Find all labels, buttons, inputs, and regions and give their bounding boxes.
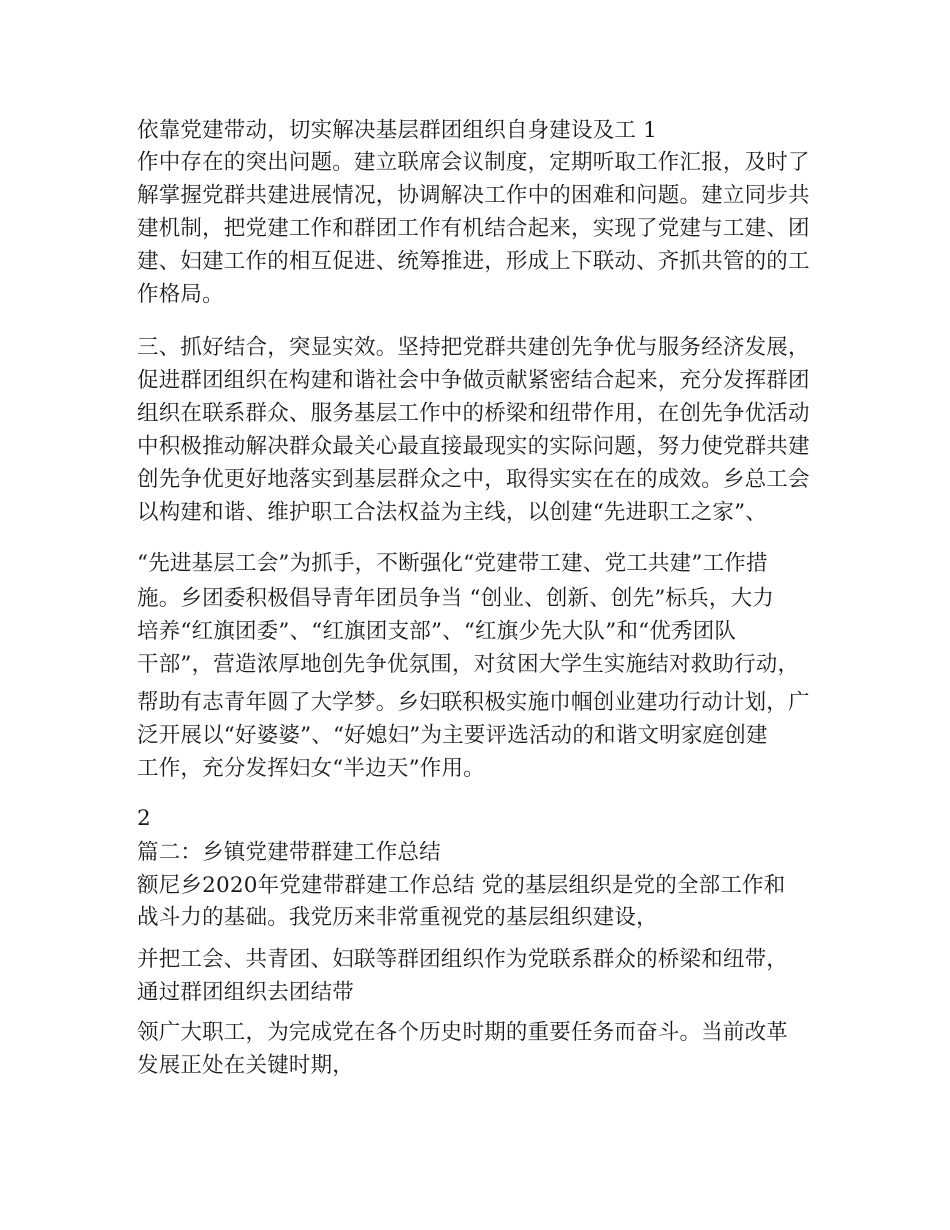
text-line: 工作，充分发挥妇女“半边天”作用。 [137, 756, 485, 781]
text-line: 创先争优更好地落实到基层群众之中，取得实实在在的成效。乡总工会 [137, 467, 810, 492]
text-line: 中积极推动解决群众最关心最直接最现实的实际问题，努力使党群共建 [137, 434, 810, 459]
text-line: 三、抓好结合，突显实效。坚持把党群共建创先争优与服务经济发展， [137, 335, 810, 360]
text-line: 以构建和谐、维护职工合法权益为主线，以创建“先进职工之家”、 [137, 500, 767, 525]
text-line: 依靠党建带动，切实解决基层群团组织自身建设及工 1 [137, 118, 658, 143]
text-line: 作格局。 [137, 282, 224, 307]
text-line: 领广大职工，为完成党在各个历史时期的重要任务而奋斗。当前改革 [137, 1020, 789, 1045]
text-line: 干部”，营造浓厚地创先争优氛围，对贫困大学生实施结对救助行动， [137, 652, 800, 677]
text-line: 战斗力的基础。我党历来非常重视党的基层组织建设， [137, 905, 658, 930]
text-line: 发展正处在关键时期， [137, 1053, 355, 1078]
text-line: 培养“红旗团委”、“红旗团支部”、“红旗少先大队”和“优秀团队 [137, 619, 737, 644]
text-line: 建机制，把党建工作和群团工作有机结合起来，实现了党建与工建、团 [137, 216, 810, 241]
text-line: 作中存在的突出问题。建立联席会议制度，定期听取工作汇报，及时了 [137, 150, 810, 175]
text-line: 促进群团组织在构建和谐社会中争做贡献紧密结合起来，充分发挥群团 [137, 368, 810, 393]
text-line: “先进基层工会”为抓手，不断强化“党建带工建、党工共建”工作措 [137, 551, 768, 576]
text-line: 组织在联系群众、服务基层工作中的桥梁和纽带作用，在创先争优活动 [137, 401, 810, 426]
section-heading: 篇二：乡镇党建带群建工作总结 [137, 840, 441, 865]
text-line: 并把工会、共青团、妇联等群团组织作为党联系群众的桥梁和纽带， [137, 947, 789, 972]
text-line: 施。乡团委积极倡导青年团员争当 “创业、创新、创先”标兵，大力 [137, 586, 775, 611]
text-line: 帮助有志青年圆了大学梦。乡妇联积极实施巾帼创业建功行动计划，广 [137, 690, 810, 715]
text-line: 建、妇建工作的相互促进、统筹推进，形成上下联动、齐抓共管的的工 [137, 249, 810, 274]
text-line: 通过群团组织去团结带 [137, 980, 355, 1005]
page-number: 2 [137, 806, 151, 831]
text-line: 解掌握党群共建进展情况，协调解决工作中的困难和问题。建立同步共 [137, 183, 810, 208]
text-line: 泛开展以“好婆婆”、“好媳妇”为主要评选活动的和谐文明家庭创建 [137, 723, 768, 748]
text-line: 额尼乡2020年党建带群建工作总结 党的基层组织是党的全部工作和 [137, 873, 786, 898]
